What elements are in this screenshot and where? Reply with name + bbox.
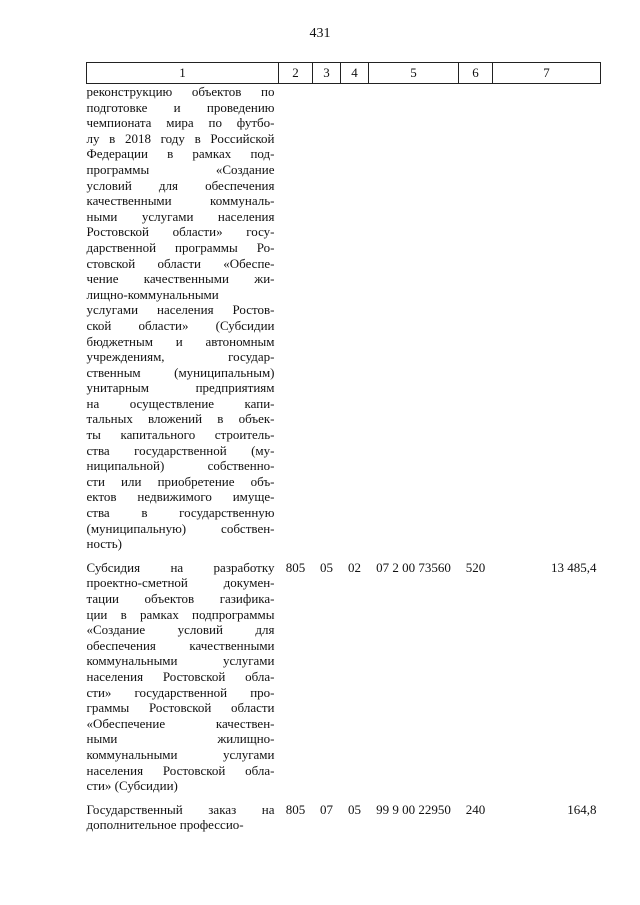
table-header-row [87,63,601,84]
description-line: чемпионата мира по футбо- [86,115,275,131]
description-line: ства государственной (му- [86,442,275,458]
description-line: тальных вложений в объек- [86,411,275,427]
target-article-code: 99 9 00 22950 [376,801,451,817]
description-line: ства в государственную [86,505,275,521]
expense-type-code: 520 [465,559,486,575]
description-line: коммунальными услугами [86,746,275,762]
column-header: 7 [493,63,601,84]
page-number: 431 [309,26,331,41]
table-row [87,802,601,833]
target-article-code [369,84,459,552]
description-line: ными услугами населения [86,208,275,224]
subsection-code: 02 [348,559,361,575]
ministry-code [279,84,313,552]
description-line: на осуществление капи- [86,395,275,411]
column-header: 3 [313,63,341,84]
description-line: ниципальной) собственно- [86,458,275,474]
description-line: Федерации в рамках под- [86,146,275,162]
description-line: сти или приобретение объ- [86,473,275,489]
description-line: дарственной программы Ро- [86,239,275,255]
description-line: дополнительное профессио- [86,817,244,833]
ministry-code: 805 [285,559,306,575]
description-line: лищно-коммунальными [86,286,219,302]
expense-type-code: 240 [465,801,486,817]
description-line: условий для обеспечения [86,177,275,193]
description-line: Ростовской области» госу- [86,224,275,240]
row-description [87,560,279,794]
description-line: ственным (муниципальным) [86,364,275,380]
description-line: граммы Ростовской области [86,700,275,716]
budget-table [86,62,601,833]
description-line: сти» государственной про- [86,684,275,700]
description-line: обеспечения качественными [86,637,275,653]
description-line: программы «Создание [86,161,275,177]
amount-value [493,84,601,552]
expense-type-code [459,84,493,552]
description-line: Субсидия на разработку [86,559,275,575]
column-header: 4 [341,63,369,84]
table-row [87,84,601,552]
subsection-code: 05 [348,801,361,817]
description-line: «Обеспечение качествен- [86,715,275,731]
description-line: реконструкцию объектов по [86,84,275,99]
description-line: унитарным предприятиям [86,380,275,396]
description-line: населения Ростовской обла- [86,668,275,684]
description-line: ность) [86,536,122,552]
description-line: «Создание условий для [86,622,275,638]
description-line: ской области» (Субсидии [86,317,275,333]
description-line: ты капитального строитель- [86,427,275,443]
target-article-code: 07 2 00 73560 [376,559,451,575]
section-code: 05 [320,559,333,575]
amount-value: 164,8 [567,801,597,817]
column-header: 1 [87,63,279,84]
description-line: лу в 2018 году в Российской [86,130,275,146]
description-line: Государственный заказ на [86,801,275,817]
subsection-code [341,84,369,552]
description-line: ции в рамках подпрограммы [86,606,275,622]
description-line: чение качественными жи- [86,271,275,287]
row-description [87,802,279,833]
column-header: 2 [279,63,313,84]
description-line: ектов недвижимого имуще- [86,489,275,505]
row-spacer [87,794,601,802]
column-header: 6 [459,63,493,84]
table-row [87,560,601,794]
section-code: 07 [320,801,333,817]
description-line: стовской области «Обеспе- [86,255,275,271]
description-line: услугами населения Ростов- [86,302,275,318]
row-spacer [87,552,601,560]
description-line: проектно-сметной докумен- [86,575,275,591]
description-line: (муниципальную) собствен- [86,520,275,536]
description-line: качественными коммуналь- [86,193,275,209]
description-line: сти» (Субсидии) [86,778,178,794]
description-line: коммунальными услугами [86,653,275,669]
description-line: населения Ростовской обла- [86,762,275,778]
description-line: бюджетным и автономным [86,333,275,349]
description-line: ными жилищно- [86,731,275,747]
description-line: подготовке и проведению [86,99,275,115]
ministry-code: 805 [285,801,306,817]
section-code [313,84,341,552]
description-line: тации объектов газифика- [86,591,275,606]
row-description [87,84,279,552]
column-header: 5 [369,63,459,84]
amount-value: 13 485,4 [551,559,597,575]
description-line: учреждениям, государ- [86,349,275,365]
